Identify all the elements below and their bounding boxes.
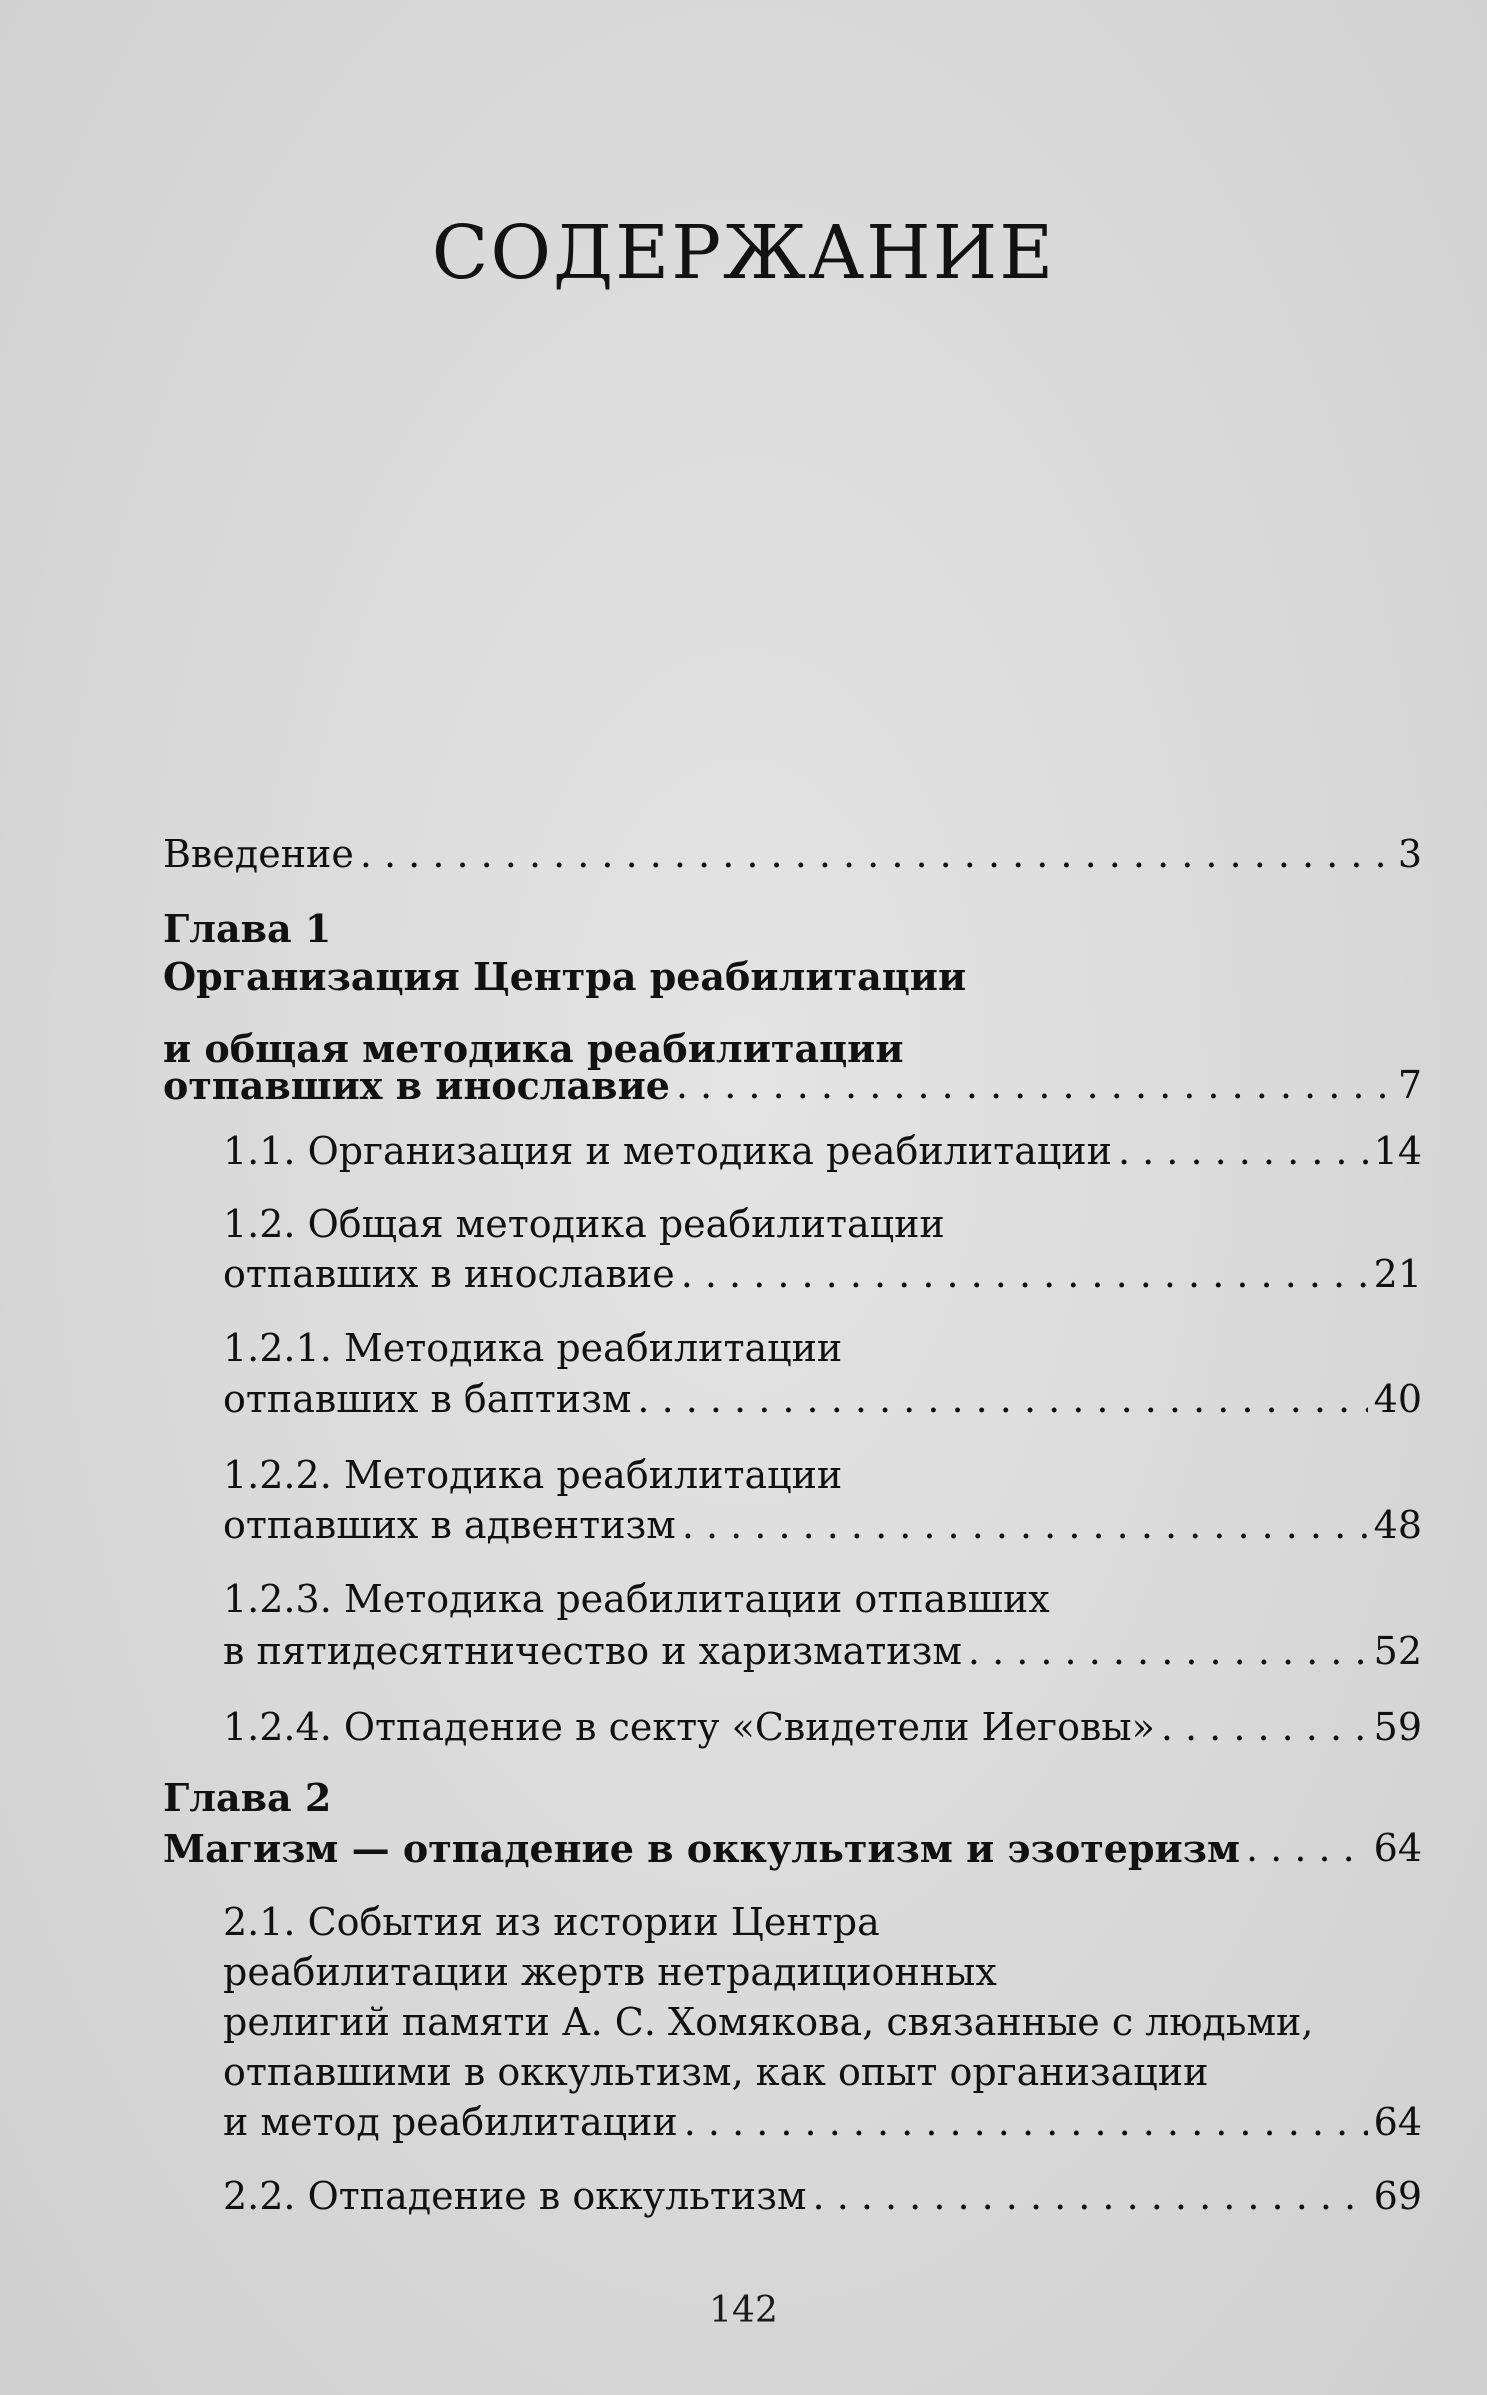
- chapter-title-line: и общая методика реабилитации: [163, 1026, 904, 1071]
- leader-dots: [968, 1627, 1368, 1676]
- toc-entry-label: в пятидесятничество и харизматизм: [223, 1629, 962, 1673]
- leader-dots: [1118, 1127, 1368, 1176]
- toc-page-number: 52: [1373, 1629, 1422, 1673]
- toc-entry-label: 2.2. Отпадение в оккультизм: [223, 2174, 807, 2218]
- toc-entry-1-2-4[interactable]: [223, 1703, 1422, 1752]
- toc-entry-line: реабилитации жертв нетрадиционных: [223, 1950, 997, 1994]
- toc-entry-chapter-2[interactable]: [163, 1823, 1422, 1873]
- toc-entry-line: 2.1. События из истории Центра: [223, 1900, 880, 1944]
- toc-entry-line: 1.2. Общая методика реабилитации: [223, 1202, 945, 1246]
- toc-entry-chapter-1[interactable]: [163, 1060, 1422, 1110]
- leader-dots: [360, 830, 1392, 879]
- toc-entry-line: религий памяти А. С. Хомякова, связанные с людьми,: [223, 2000, 1314, 2044]
- toc-entry-1-2[interactable]: [223, 1250, 1422, 1299]
- toc-entry-line: отпавшими в оккультизм, как опыт организации: [223, 2050, 1209, 2094]
- leader-dots: [637, 1375, 1367, 1424]
- page-title: СОДЕРЖАНИЕ: [431, 210, 1056, 296]
- toc-page-number: 64: [1373, 1826, 1422, 1870]
- toc-page-number: 21: [1373, 1252, 1422, 1296]
- toc-entry-label: 1.1. Организация и методика реабилитации: [223, 1129, 1112, 1173]
- toc-page-number: 64: [1373, 2100, 1422, 2144]
- toc-entry-label: 1.2.4. Отпадение в секту «Свидетели Иеговы»: [223, 1705, 1155, 1749]
- toc-page-number: 14: [1373, 1129, 1422, 1173]
- toc-page-number: 3: [1397, 832, 1422, 876]
- toc-entry-line: 1.2.3. Методика реабилитации отпавших: [223, 1577, 1050, 1621]
- toc-entry-1-2-3[interactable]: [223, 1627, 1422, 1676]
- toc-page-number: 40: [1373, 1377, 1422, 1421]
- leader-dots: [676, 1060, 1392, 1110]
- leader-dots: [1246, 1823, 1368, 1873]
- chapter-title-line: Организация Центра реабилитации: [163, 954, 967, 999]
- toc-entry-label: отпавших в инославие: [223, 1252, 675, 1296]
- leader-dots: [682, 1501, 1368, 1550]
- chapter-heading-2: Глава 2: [163, 1775, 332, 1820]
- toc-entry-label: отпавших в баптизм: [223, 1377, 632, 1421]
- leader-dots: [1161, 1703, 1368, 1752]
- leader-dots: [684, 2098, 1368, 2147]
- chapter-title-line: Магизм — отпадение в оккультизм и эзотеризм: [163, 1826, 1240, 1871]
- toc-entry-label: Введение: [163, 832, 354, 876]
- page-number: 142: [709, 2290, 778, 2331]
- toc-entry-1-1[interactable]: [223, 1127, 1422, 1176]
- toc-entry-1-2-1[interactable]: [223, 1375, 1422, 1424]
- toc-page-number: 69: [1373, 2174, 1422, 2218]
- toc-entry-intro[interactable]: [163, 830, 1422, 879]
- toc-entry-label: и метод реабилитации: [223, 2100, 678, 2144]
- toc-entry-2-2[interactable]: [223, 2172, 1422, 2221]
- leader-dots: [813, 2172, 1368, 2221]
- toc-page-number: 7: [1397, 1063, 1422, 1107]
- toc-entry-label: отпавших в адвентизм: [223, 1503, 676, 1547]
- leader-dots: [681, 1250, 1368, 1299]
- toc-entry-1-2-2[interactable]: [223, 1501, 1422, 1550]
- chapter-title-line: отпавших в инославие: [163, 1063, 670, 1108]
- chapter-heading-1: Глава 1: [163, 906, 332, 951]
- toc-page-number: 48: [1373, 1503, 1422, 1547]
- toc-entry-2-1[interactable]: [223, 2098, 1422, 2147]
- toc-page-number: 59: [1373, 1705, 1422, 1749]
- toc-entry-line: 1.2.1. Методика реабилитации: [223, 1326, 843, 1370]
- toc-entry-line: 1.2.2. Методика реабилитации: [223, 1453, 843, 1497]
